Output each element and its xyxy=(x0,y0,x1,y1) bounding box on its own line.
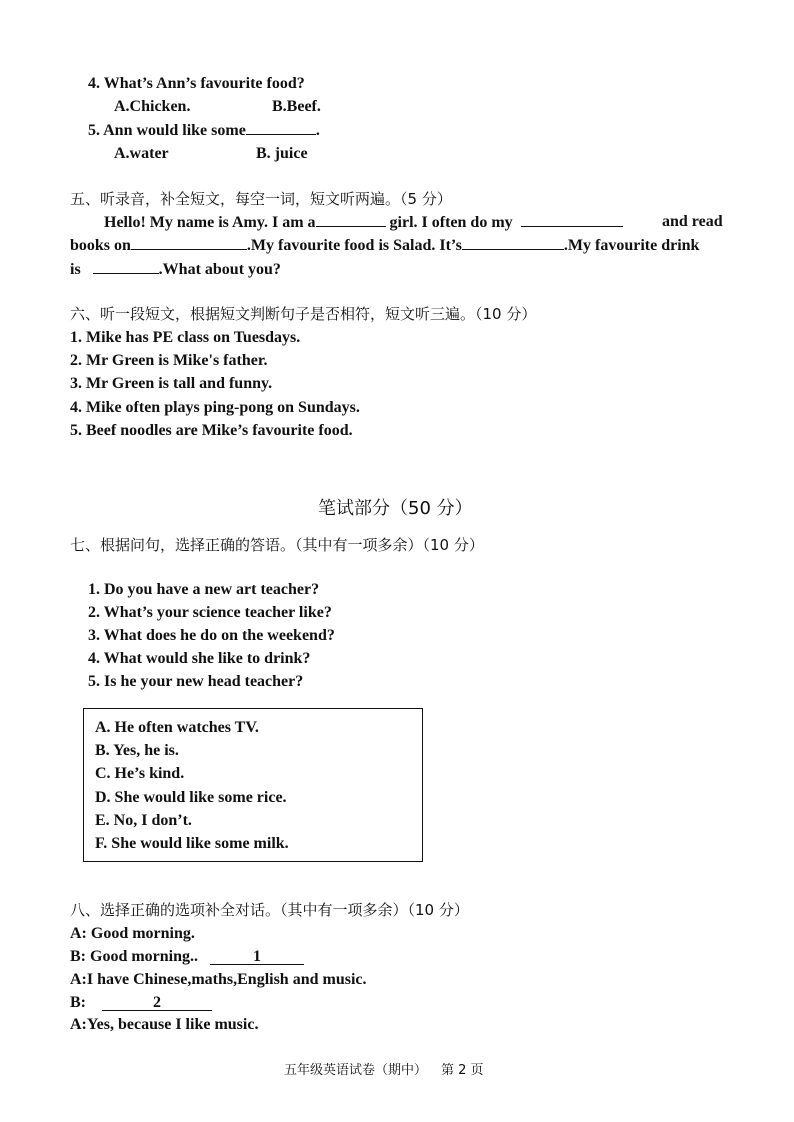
answer-option: C. He’s kind. xyxy=(95,765,185,782)
dialogue-line xyxy=(70,993,212,1013)
passage-line-3 xyxy=(70,259,281,280)
question-item: 3. What does he do on the weekend? xyxy=(88,627,335,644)
passage-text: books on xyxy=(70,237,131,254)
answer-option: D. She would like some rice. xyxy=(95,789,287,806)
question-5 xyxy=(88,120,320,141)
statement-item: 5. Beef noodles are Mike’s favourite food. xyxy=(70,422,353,439)
dialogue-line: A:Yes, because I like music. xyxy=(70,1016,259,1033)
answer-blank xyxy=(246,120,316,135)
statement-item: 1. Mike has PE class on Tuesdays. xyxy=(70,329,301,346)
passage-text: Hello! My name is Amy. I am a xyxy=(104,214,316,231)
fill-blank xyxy=(462,235,564,250)
dialogue-line xyxy=(70,947,304,967)
answer-option: B. Yes, he is. xyxy=(95,742,179,759)
passage-text: is xyxy=(70,261,81,278)
section-5-heading: 五、听录音，补全短文，每空一词，短文听两遍。（5 分） xyxy=(70,190,452,208)
section-8-heading: 八、选择正确的选项补全对话。（其中有一项多余）（10 分） xyxy=(70,901,469,919)
fill-blank xyxy=(131,235,247,250)
period: . xyxy=(315,122,320,139)
passage-text: girl. I often do my xyxy=(389,214,513,231)
question-item: 5. Is he your new head teacher? xyxy=(88,673,304,690)
question-item: 2. What’s your science teacher like? xyxy=(88,604,332,621)
section-7-heading: 七、根据问句，选择正确的答语。（其中有一项多余）（10 分） xyxy=(70,536,484,554)
option-a: A.Chicken. xyxy=(114,98,191,115)
option-b: B. juice xyxy=(256,145,308,162)
passage-line-1 xyxy=(104,212,623,233)
option-a: A.water xyxy=(114,145,169,162)
written-part-title: 笔试部分（50 分） xyxy=(318,498,473,519)
dialogue-blank: 2 xyxy=(102,996,212,1011)
option-b: B.Beef. xyxy=(272,98,321,115)
dialogue-blank: 1 xyxy=(210,950,304,965)
fill-blank xyxy=(521,212,623,227)
dialogue-text: B: Good morning.. xyxy=(70,948,199,965)
dialogue-line: A: Good morning. xyxy=(70,925,195,942)
statement-item: 4. Mike often plays ping-pong on Sundays. xyxy=(70,399,360,416)
question-item: 1. Do you have a new art teacher? xyxy=(88,581,320,598)
statement-item: 3. Mr Green is tall and funny. xyxy=(70,375,273,392)
section-6-heading: 六、听一段短文，根据短文判断句子是否相符，短文听三遍。（10 分） xyxy=(70,305,537,323)
passage-text: .What about you? xyxy=(158,261,281,278)
fill-blank xyxy=(316,212,386,227)
passage-text: .My favourite drink xyxy=(563,237,700,254)
fill-blank xyxy=(93,259,159,274)
answer-option: A. He often watches TV. xyxy=(95,719,259,736)
statement-item: 2. Mr Green is Mike's father. xyxy=(70,352,268,369)
question-4: 4. What’s Ann’s favourite food? xyxy=(88,75,305,92)
footer-exam-title: 五年级英语试卷（期中） xyxy=(284,1063,428,1078)
dialogue-text: B: xyxy=(70,994,86,1011)
dialogue-line: A:I have Chinese,maths,English and music. xyxy=(70,971,367,988)
passage-line-2 xyxy=(70,235,699,256)
passage-text: .My favourite food is Salad. It’s xyxy=(246,237,462,254)
answer-option: E. No, I don’t. xyxy=(95,812,192,829)
question-5-text: 5. Ann would like some xyxy=(88,122,246,139)
footer-page-number: 第 2 页 xyxy=(441,1063,484,1078)
answer-option: F. She would like some milk. xyxy=(95,835,289,852)
question-item: 4. What would she like to drink? xyxy=(88,650,311,667)
passage-text: and read xyxy=(662,213,723,230)
